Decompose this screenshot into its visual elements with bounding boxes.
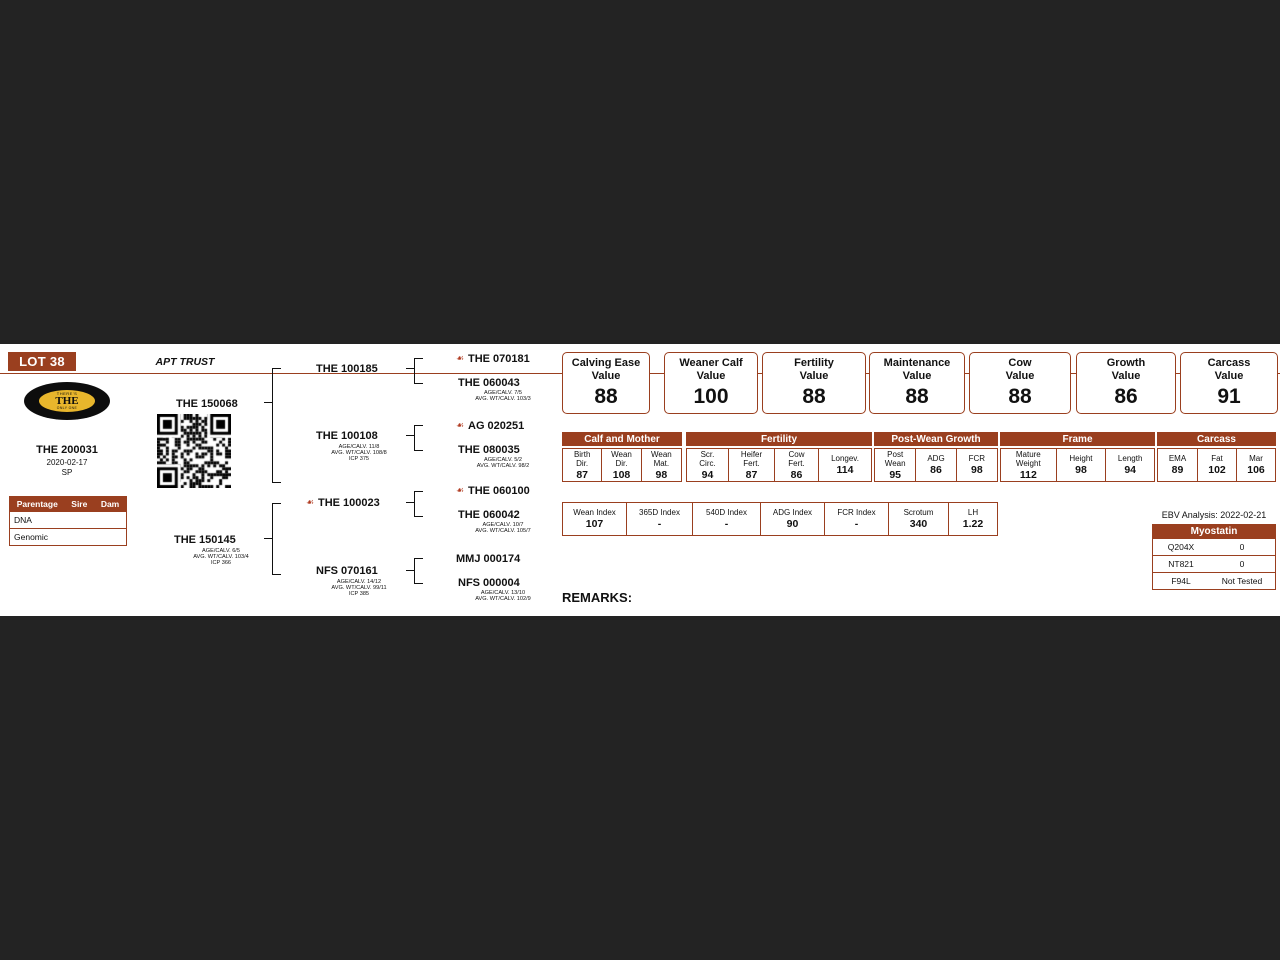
group-header-calf-and-mother: Calf and Mother [562, 432, 682, 446]
trait-height: Height 98 [1057, 449, 1107, 481]
index-365d: 365D Index - [627, 503, 693, 535]
myostatin-result-1: 0 [1239, 559, 1245, 569]
value-box-label-5: Growth Value [1106, 357, 1146, 382]
pedigree-tick-sire [264, 402, 272, 403]
parentage-table [9, 496, 127, 546]
logo-oval [39, 390, 95, 412]
ebv-analysis-date: EBV Analysis: 2022-02-21 [1161, 510, 1267, 520]
index-lh: LH 1.22 [962, 508, 984, 530]
pedigree-chart [126, 344, 546, 616]
myostatin-header: Myostatin [1152, 524, 1276, 539]
lot-catalogue-page [0, 344, 1280, 616]
parentage-col-dam: Dam [100, 499, 120, 509]
logo-top-text: THERE'S [56, 390, 78, 396]
index-fcr: FCR Index - [825, 503, 889, 535]
pedigree-bracket-g2-2 [414, 491, 423, 517]
value-box-number-6: 91 [1217, 385, 1241, 408]
pedigree-gen2-id-0: THE 100185 [316, 363, 378, 375]
animal-sex-code: SP [61, 468, 73, 477]
pedigree-gen3-detail-3: AGE/CALV. 5/2 AVG. WT/CALV. 98/2 [476, 457, 530, 469]
pedigree-gen3-id-7: NFS 000004 [458, 577, 520, 589]
trait-length: Length 94 [1117, 454, 1143, 476]
value-box-number-2: 88 [802, 385, 826, 408]
value-box-label-3: Maintenance Value [883, 357, 951, 382]
trait-marbling: Mar 106 [1247, 454, 1265, 476]
myostatin-result-0: 0 [1239, 542, 1245, 552]
value-box-carcass [1180, 352, 1278, 414]
value-box-number-4: 88 [1008, 385, 1032, 408]
pedigree-gen3-detail-5: AGE/CALV. 10/7 AVG. WT/CALV. 105/7 [475, 522, 531, 534]
horn-icon-gen3-0: ☙ [456, 353, 465, 363]
trait-wean-dir: Wean Dir. 108 [602, 449, 641, 481]
pedigree-dam-detail: AGE/CALV. 6/5 AVG. WT/CALV. 103/4 ICP 366 [193, 548, 249, 566]
index-540d: 540D Index - [693, 503, 761, 535]
pedigree-bracket-dam [272, 503, 281, 575]
remarks-label: REMARKS: [562, 590, 633, 605]
trait-wean-mat: Wean Mat. 98 [650, 449, 672, 481]
index-scrotum: Scrotum 340 [889, 503, 949, 535]
group-header-fertility: Fertility [686, 432, 872, 446]
trait-adg: ADG 86 [916, 449, 956, 481]
logo-bottom-text: ONLY ONE [56, 405, 78, 410]
index-table [562, 502, 998, 536]
pedigree-gen3-id-6: MMJ 000174 [456, 553, 521, 565]
myostatin-row-q204x [1153, 539, 1275, 556]
trait-scrotal-circumference: Scr. Circ. 94 [687, 449, 729, 481]
value-box-label-6: Carcass Value [1207, 357, 1251, 382]
top-letterbox [0, 0, 1280, 344]
parentage-col-parentage: Parentage [16, 499, 58, 509]
animal-dob: 2020-02-17 [46, 458, 88, 467]
parentage-col-sire: Sire [71, 499, 88, 509]
trait-cow-fertility: Cow Fert. 86 [775, 449, 819, 481]
value-box-number-5: 86 [1114, 385, 1138, 408]
pedigree-bracket-g2-3 [414, 558, 423, 584]
value-box-label-4: Cow Value [1005, 357, 1035, 382]
value-box-label-0: Calving Ease Value [571, 357, 641, 382]
value-box-maintenance [869, 352, 965, 414]
pedigree-gen2-id-2: THE 100023 [318, 497, 380, 509]
pedigree-tick-g2-0 [406, 368, 414, 369]
pedigree-bracket-g2-0 [414, 358, 423, 384]
trait-table-carcass [1157, 448, 1276, 482]
myostatin-table [1152, 539, 1276, 590]
pedigree-gen2-detail-1: AGE/CALV. 11/8 AVG. WT/CALV. 108/8 ICP 375 [331, 444, 387, 462]
pedigree-gen2-detail-3: AGE/CALV. 14/12 AVG. WT/CALV. 99/11 ICP 385 [331, 579, 387, 597]
pedigree-gen3-id-4: THE 060100 [468, 485, 530, 497]
trait-table-frame [1000, 448, 1155, 482]
breeder-logo [24, 382, 110, 420]
parentage-row-dna: DNA [10, 511, 126, 528]
trait-post-wean: Post Wean 95 [875, 449, 916, 481]
pedigree-tick-g2-1 [406, 435, 414, 436]
value-box-calving-ease [562, 352, 650, 414]
trait-table-post-wean-growth [874, 448, 998, 482]
pedigree-gen3-id-1: THE 060043 [458, 377, 520, 389]
value-box-number-3: 88 [905, 385, 929, 408]
apt-trust-label: APT TRUST [155, 356, 215, 368]
value-box-cow [969, 352, 1071, 414]
pedigree-gen3-detail-7: AGE/CALV. 13/10 AVG. WT/CALV. 102/9 [475, 590, 531, 602]
value-box-label-2: Fertility Value [794, 357, 834, 382]
pedigree-bracket-sire [272, 368, 281, 483]
horn-icon-gen2-2: ☙ [306, 497, 315, 507]
myostatin-result-2: Not Tested [1221, 576, 1263, 586]
myostatin-row-f94l [1153, 573, 1275, 589]
pedigree-gen3-id-5: THE 060042 [458, 509, 520, 521]
trait-fat: Fat 102 [1198, 449, 1237, 481]
value-box-number-1: 100 [693, 385, 729, 408]
pedigree-gen3-detail-1: AGE/CALV. 7/5 AVG. WT/CALV. 103/3 [475, 390, 531, 402]
trait-birth-dir: Birth Dir. 87 [563, 449, 602, 481]
value-box-label-1: Weaner Calf Value [679, 357, 743, 382]
trait-table-calf-and-mother [562, 448, 682, 482]
parentage-header [10, 497, 126, 511]
myostatin-row-nt821 [1153, 556, 1275, 573]
lot-number-badge: LOT 38 [8, 352, 76, 371]
parentage-row-genomic: Genomic [10, 528, 126, 545]
value-box-number-0: 88 [594, 385, 618, 408]
myostatin-marker-1: NT821 [1168, 559, 1194, 569]
pedigree-gen2-id-1: THE 100108 [316, 430, 378, 442]
index-wean: Wean Index 107 [563, 503, 627, 535]
bottom-letterbox [0, 616, 1280, 960]
pedigree-tick-dam [264, 538, 272, 539]
group-header-frame: Frame [1000, 432, 1155, 446]
pedigree-gen3-id-3: THE 080035 [458, 444, 520, 456]
pedigree-tick-g2-3 [406, 570, 414, 571]
pedigree-gen3-id-0: THE 070181 [468, 353, 530, 365]
value-box-fertility [762, 352, 866, 414]
trait-fcr: FCR 98 [968, 454, 986, 476]
trait-table-fertility [686, 448, 872, 482]
myostatin-marker-0: Q204X [1167, 542, 1195, 552]
pedigree-sire-id: THE 150068 [176, 398, 238, 410]
horn-icon-gen3-4: ☙ [456, 485, 465, 495]
pedigree-bracket-g2-1 [414, 425, 423, 451]
pedigree-gen2-id-3: NFS 070161 [316, 565, 378, 577]
value-box-growth [1076, 352, 1176, 414]
horn-icon-gen3-2: ☙ [456, 420, 465, 430]
group-header-post-wean-growth: Post-Wean Growth [874, 432, 998, 446]
animal-id: THE 200031 [36, 444, 98, 456]
trait-mature-weight: Mature Weight 112 [1001, 449, 1057, 481]
logo-main-text: THE [55, 394, 79, 407]
pedigree-gen3-id-2: AG 020251 [468, 420, 525, 432]
trait-ema: EMA 89 [1158, 449, 1198, 481]
pedigree-dam-id: THE 150145 [174, 534, 236, 546]
index-adg: ADG Index 90 [761, 503, 825, 535]
group-header-carcass: Carcass [1157, 432, 1276, 446]
myostatin-marker-2: F94L [1171, 576, 1191, 586]
pedigree-tick-g2-2 [406, 502, 414, 503]
trait-longevity: Longev. 114 [831, 454, 859, 476]
value-box-weaner-calf [664, 352, 758, 414]
trait-heifer-fertility: Heifer Fert. 87 [729, 449, 775, 481]
